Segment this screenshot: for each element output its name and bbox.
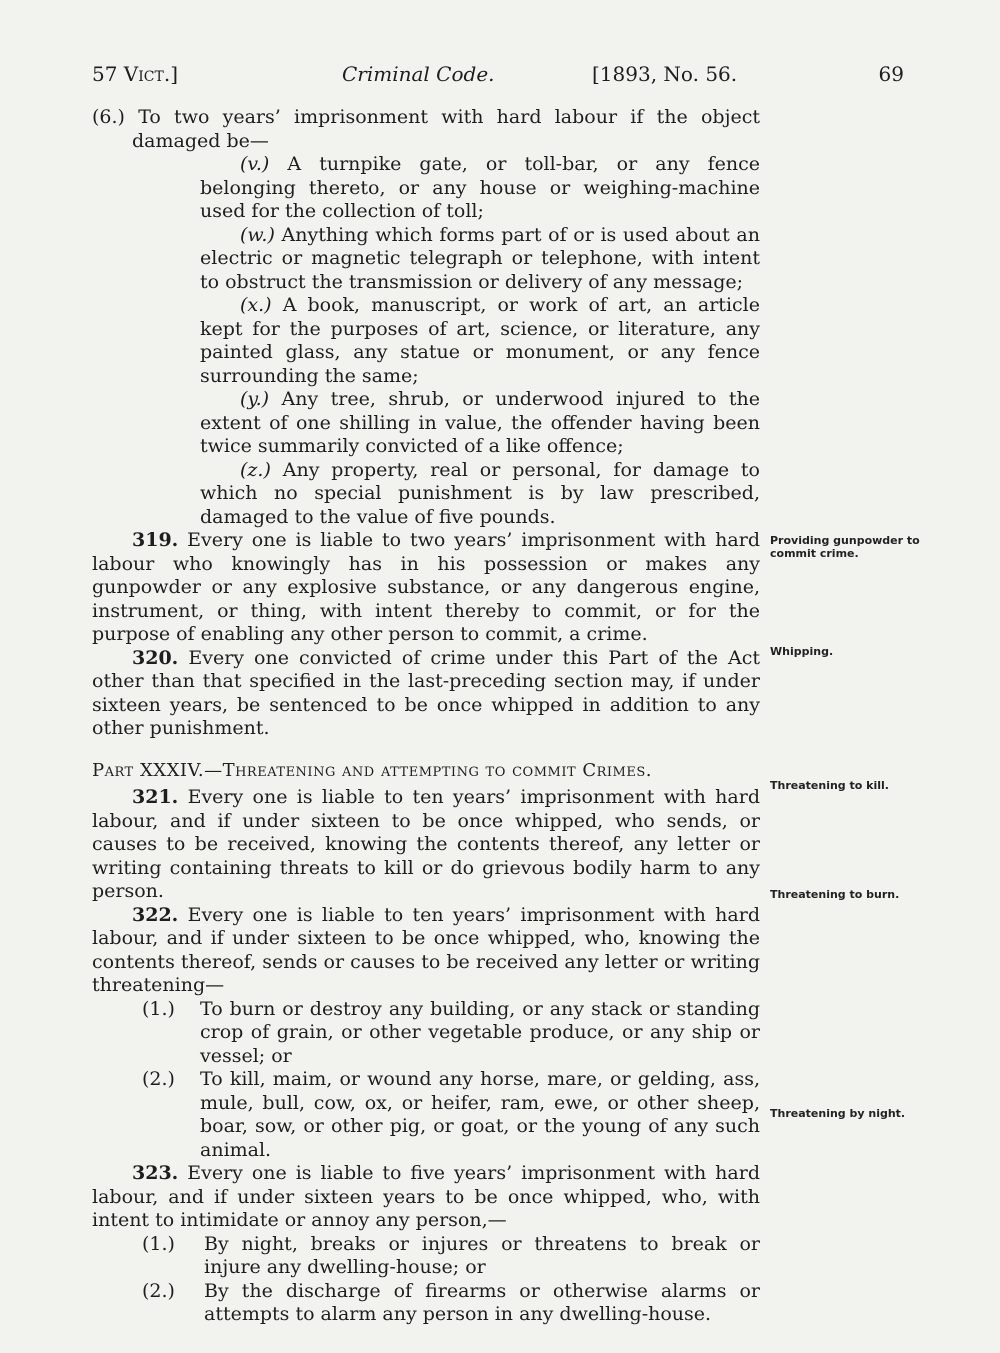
page-number: 69 bbox=[878, 62, 904, 86]
item-text: To burn or destroy any building, or any stack or standing crop of grain, or other vegetable produce, or any ship or vessel; or bbox=[200, 997, 760, 1067]
section-number: 321. bbox=[132, 786, 179, 808]
clause-6-item-v bbox=[90, 153, 760, 224]
item-label: (w.) bbox=[240, 223, 275, 246]
section-323 bbox=[92, 1162, 760, 1233]
part-title: —Threatening and attempting to commit Crimes. bbox=[204, 759, 652, 781]
item-text: By the discharge of firearms or otherwise alarms or attempts to alarm any person in any dwelling-house. bbox=[204, 1279, 760, 1325]
header-regnal-year: 57 Vict.] bbox=[92, 62, 178, 86]
item-label: (v.) bbox=[240, 153, 270, 175]
header-title: Criminal Code. bbox=[342, 62, 495, 86]
clause-6-item-x bbox=[90, 294, 760, 388]
section-number: 323. bbox=[132, 1162, 179, 1184]
section-322-item-2 bbox=[92, 1068, 760, 1162]
clause-6-item-z bbox=[90, 459, 760, 530]
item-text: Any property, real or personal, for damage to which no special punishment is by law prescribed, damaged to the value of five pounds. bbox=[200, 458, 761, 528]
item-label: (y.) bbox=[240, 388, 270, 410]
item-text: Anything which forms part of or is used about an electric or magnetic telegraph or telephone, with intent to obstruct the transmission or delivery of any message; bbox=[200, 223, 760, 293]
header-act-number: [1893, No. 56. bbox=[592, 62, 738, 86]
section-text: Every one convicted of crime under this Part of the Act other than that specified in the last-preceding section may, if under sixteen years, be sentenced to be once whipped in addition to any other punishment. bbox=[92, 646, 761, 739]
section-number: 322. bbox=[132, 903, 179, 926]
section-320 bbox=[92, 647, 760, 741]
item-text: A turnpike gate, or toll-bar, or any fence belonging thereto, or any house or weighing-machine used for the collection of toll; bbox=[200, 153, 760, 222]
section-319 bbox=[92, 529, 760, 647]
item-label: (1.) bbox=[142, 1232, 175, 1255]
section-text: Every one is liable to ten years’ imprisonment with hard labour, and if under sixteen to be once whipped, who, knowing the contents thereof, sends or causes to be received any letter or writing threatening— bbox=[92, 903, 760, 996]
part-heading bbox=[92, 759, 760, 783]
section-321 bbox=[92, 786, 760, 904]
margin-note-320: Whipping. bbox=[770, 645, 834, 658]
section-323-item-2 bbox=[92, 1280, 760, 1327]
clause-6-item-y bbox=[90, 388, 760, 459]
clause-6-number: (6.) bbox=[92, 106, 125, 128]
item-text: To kill, maim, or wound any horse, mare, or gelding, ass, mule, bull, cow, ox, or heifer, ram, ewe, or other sheep, boar, sow, or other pig, or goat, or the young of any such animal. bbox=[200, 1068, 760, 1161]
section-number: 319. bbox=[132, 529, 179, 551]
body-text bbox=[92, 106, 760, 1327]
section-322 bbox=[92, 904, 760, 998]
clause-6-intro: To two years’ imprisonment with hard labour if the object damaged be— bbox=[132, 106, 760, 152]
item-text: Any tree, shrub, or underwood injured to the extent of one shilling in value, the offender having been twice summarily convicted of a like offence; bbox=[200, 388, 760, 457]
item-label: (2.) bbox=[142, 1068, 175, 1090]
section-text: Every one is liable to two years’ imprisonment with hard labour who knowingly has in his possession or makes any gunpowder or any explosive substance, or any dangerous engine, instrument, or thing, with intent thereby to commit, or for the purpose of enabling any other person to commit, a crime. bbox=[92, 529, 760, 645]
section-number: 320. bbox=[132, 646, 179, 669]
item-text: A book, manuscript, or work of art, an article kept for the purposes of art, science, or literature, any painted glass, any statue or monument, or any fence surrounding the same; bbox=[200, 294, 760, 387]
part-number: Part XXXIV. bbox=[92, 759, 205, 781]
item-label: (z.) bbox=[240, 458, 271, 481]
item-label: (2.) bbox=[142, 1279, 175, 1302]
margin-note-319: Providing gunpowder to commit crime. bbox=[770, 534, 920, 560]
section-322-item-1 bbox=[92, 998, 760, 1069]
running-header bbox=[92, 62, 904, 92]
section-323-item-1 bbox=[92, 1233, 760, 1280]
item-label: (x.) bbox=[240, 294, 272, 316]
section-text: Every one is liable to ten years’ imprisonment with hard labour, and if under sixteen to be once whipped, who sends, or causes to be received, knowing the contents thereof, any letter or writing containing threats to kill or do grievous bodily harm to any person. bbox=[92, 786, 760, 902]
margin-note-322: Threatening to burn. bbox=[770, 888, 900, 901]
item-label: (1.) bbox=[142, 997, 175, 1020]
section-text: Every one is liable to five years’ imprisonment with hard labour, and if under sixteen years to be once whipped, who, with intent to intimidate or annoy any person,— bbox=[92, 1162, 760, 1231]
clause-6-item-w bbox=[90, 224, 760, 295]
margin-note-323: Threatening by night. bbox=[770, 1107, 906, 1120]
item-text: By night, breaks or injures or threatens to break or injure any dwelling-house; or bbox=[204, 1232, 760, 1278]
margin-note-321: Threatening to kill. bbox=[770, 779, 889, 792]
clause-6 bbox=[52, 106, 760, 153]
